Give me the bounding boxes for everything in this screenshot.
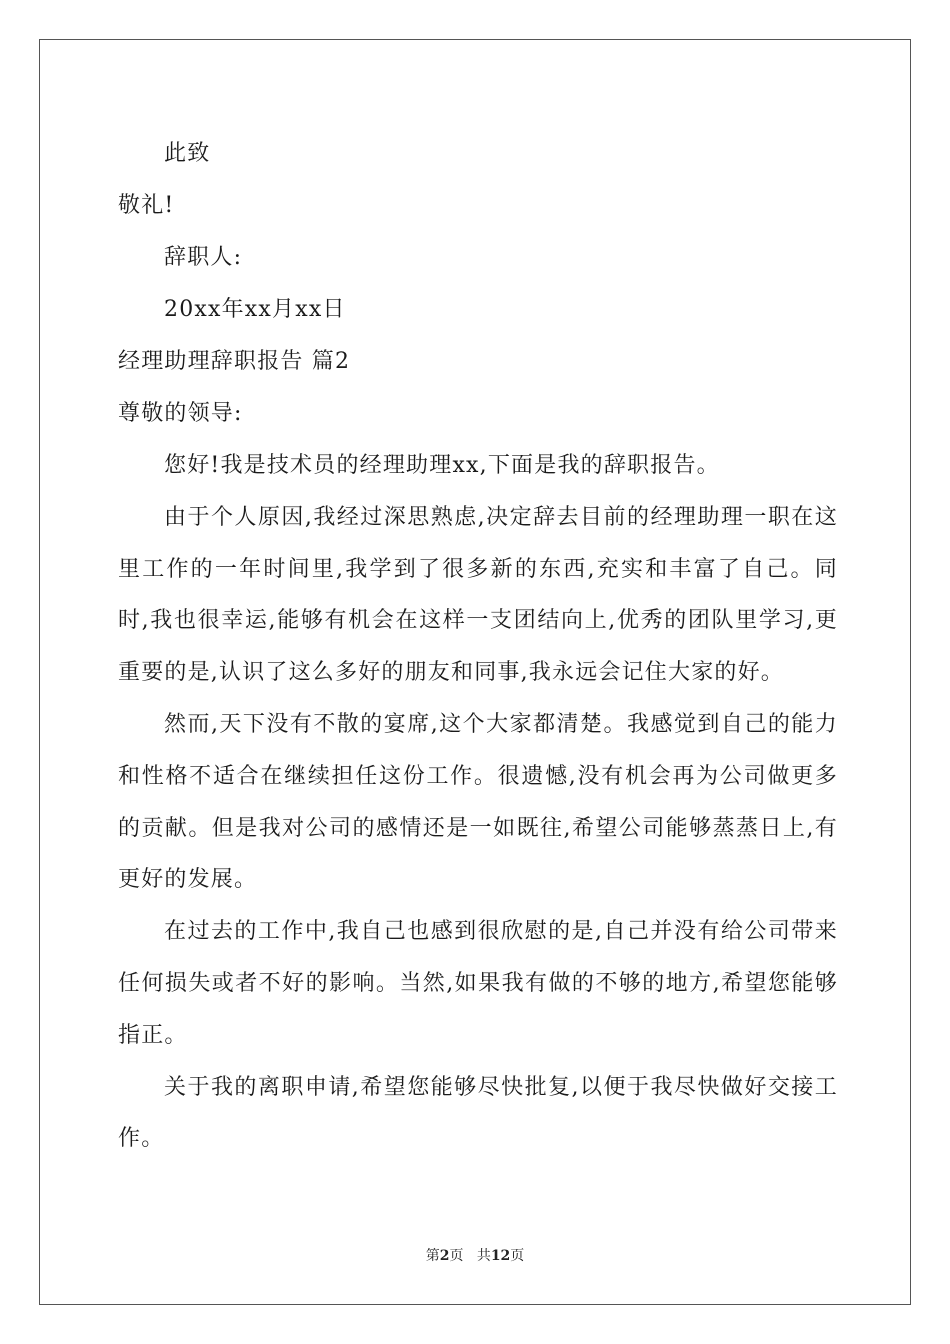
page-suffix: 页 bbox=[449, 1248, 464, 1264]
page-number: 2 bbox=[439, 1248, 450, 1264]
paragraph: 关于我的离职申请,希望您能够尽快批复,以便于我尽快做好交接工作。 bbox=[118, 1074, 838, 1152]
paragraph: 您好!我是技术员的经理助理xx,下面是我的辞职报告。 bbox=[164, 453, 720, 478]
paragraph: 然而,天下没有不散的宴席,这个大家都清楚。我感觉到自己的能力和性格不适合在继续担任这份工作。很遗憾,没有机会再为公司做更多的贡献。但是我对公司的感情还是一如既往,希望公司能够蒸蒸日上,有更好的发展。 bbox=[118, 711, 838, 893]
page-footer bbox=[0, 1245, 950, 1265]
total-suffix: 页 bbox=[510, 1248, 525, 1264]
section-title: 经理助理辞职报告 篇2 bbox=[118, 349, 351, 374]
signer-line: 辞职人: bbox=[164, 245, 243, 270]
page-prefix: 第 bbox=[425, 1248, 440, 1264]
paragraph: 由于个人原因,我经过深思熟虑,决定辞去目前的经理助理一职在这里工作的一年时间里,我学到了很多新的东西,充实和丰富了自己。同时,我也很幸运,能够有机会在这样一支团结向上,优秀的团队里学习,更重要的是,认识了这么多好的朋友和同事,我永远会记住大家的好。 bbox=[118, 504, 838, 686]
closing-line: 此致 bbox=[164, 141, 211, 166]
greeting-line: 尊敬的领导: bbox=[118, 401, 243, 426]
document-body bbox=[118, 128, 838, 1165]
paragraph: 在过去的工作中,我自己也感到很欣慰的是,自己并没有给公司带来任何损失或者不好的影响。当然,如果我有做的不够的地方,希望您能够指正。 bbox=[118, 919, 838, 1048]
total-prefix: 共 bbox=[476, 1248, 491, 1264]
total-pages: 12 bbox=[490, 1248, 511, 1264]
salute-line: 敬礼! bbox=[118, 193, 175, 218]
date-line: 20xx年xx月xx日 bbox=[164, 297, 346, 322]
